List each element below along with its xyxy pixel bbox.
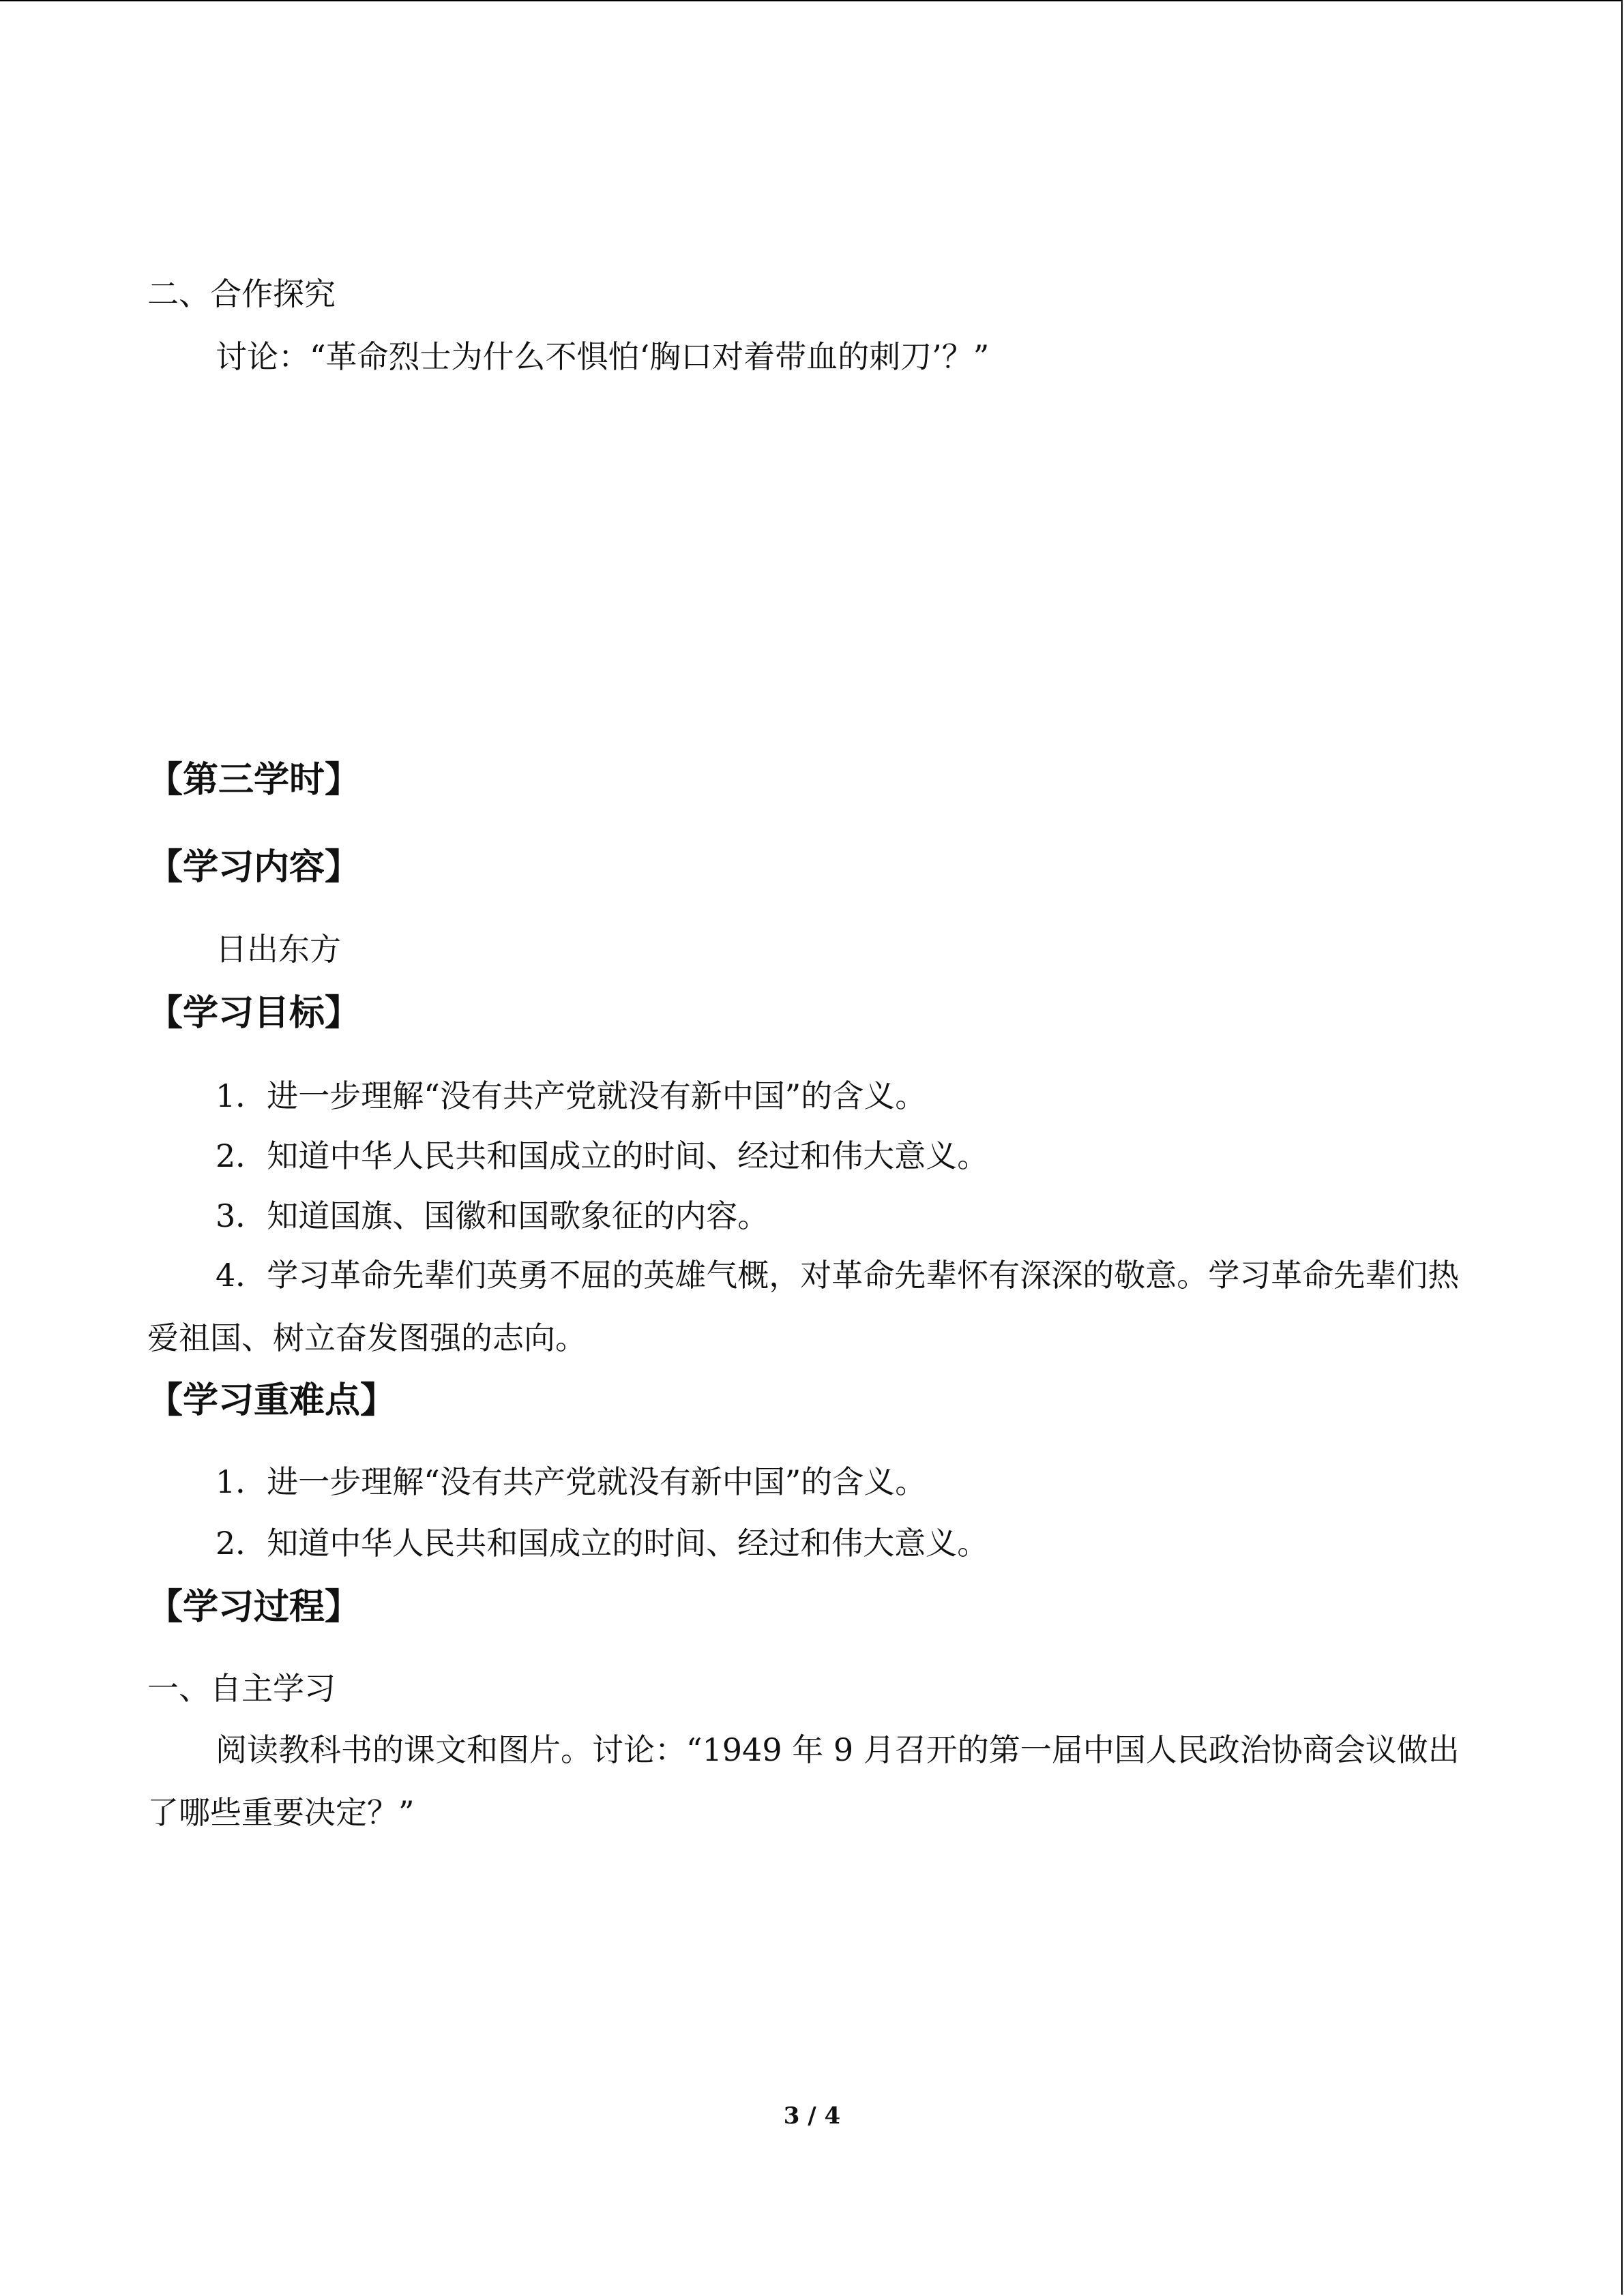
page-number: 3 / 4 <box>783 2102 841 2130</box>
discussion-question: 讨论：“革命烈士为什么不惧怕‘胸口对着带血的刺刀’？” <box>216 338 990 375</box>
content-heading: 【学习内容】 <box>147 847 361 888</box>
process-heading: 【学习过程】 <box>147 1587 361 1628</box>
goal-item: 1．进一步理解“没有共产党就没有新中国”的含义。 <box>216 1077 927 1114</box>
key-point-item: 1．进一步理解“没有共产党就没有新中国”的含义。 <box>216 1463 927 1500</box>
content-text: 日出东方 <box>216 931 341 968</box>
section-heading-cooperative-inquiry: 二、合作探究 <box>147 275 336 312</box>
key-points-heading: 【学习重难点】 <box>147 1380 396 1421</box>
goal-item: 2．知道中华人民共和国成立的时间、经过和伟大意义。 <box>216 1137 989 1174</box>
self-study-heading: 一、自主学习 <box>147 1670 336 1707</box>
key-point-item: 2．知道中华人民共和国成立的时间、经过和伟大意义。 <box>216 1525 989 1562</box>
goals-heading: 【学习目标】 <box>147 993 361 1034</box>
lesson-title: 【第三学时】 <box>147 760 361 801</box>
self-study-text: 阅读教科书的课文和图片。讨论：“1949 年 9 月召开的第一届中国人民政治协商会议做出了哪些重要决定？” <box>147 1731 1460 1831</box>
goal-item: 3．知道国旗、国徽和国歌象征的内容。 <box>216 1197 769 1234</box>
goal-item: 4．学习革命先辈们英勇不屈的英雄气概，对革命先辈怀有深深的敬意。学习革命先辈们热爱祖国、树立奋发图强的志向。 <box>147 1257 1460 1356</box>
